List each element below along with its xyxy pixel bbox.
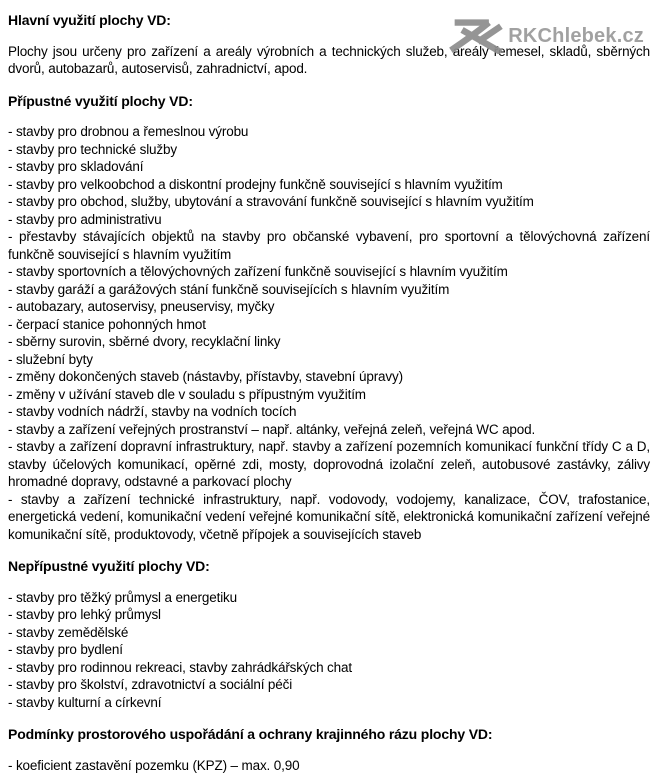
list-item: - služební byty xyxy=(8,351,93,367)
section-heading: Přípustné využití plochy VD: xyxy=(8,92,193,109)
rk-monogram-icon xyxy=(447,17,503,54)
list-item: - stavby a zařízení technické infrastruktury, např. vodovody, vodojemy, kanalizace, ČOV, trafostanice, energetická vedení, komunikační vedení veřejné komunikační sítě, elektronická komunikační zařízení veřejné komunikační sítě, produktovody, včetně přípojek a souvisejících staveb xyxy=(8,491,650,542)
list-item: - stavby pro lehký průmysl xyxy=(8,607,161,622)
section-heading: Podmínky prostorového uspořádání a ochrany krajinného rázu plochy VD: xyxy=(8,726,493,742)
list-item: - koeficient zastavění pozemku (KPZ) – max. 0,90 xyxy=(8,757,300,773)
list-item: - stavby pro rodinnou rekreaci, stavby zahrádkářských chat xyxy=(8,659,352,675)
list-item: - čerpací stanice pohonných hmot xyxy=(8,316,206,332)
section-heading: Nepřípustné využití plochy VD: xyxy=(8,558,210,574)
list-item: - stavby pro drobnou a řemeslnou výrobu xyxy=(8,124,249,139)
watermark-domain-label: RKChlebek.cz xyxy=(508,24,644,47)
rkchlebek-watermark xyxy=(447,17,644,54)
list-item: - stavby pro bydlení xyxy=(8,642,123,657)
list-item: - změny v užívání staveb dle v souladu s přípustným využitím xyxy=(8,386,366,402)
list-item: - změny dokončených staveb (nástavby, přístavby, stavební úpravy) xyxy=(8,369,403,384)
document-section xyxy=(8,93,650,544)
list-item: - stavby pro obchod, služby, ubytování a stravování funkčně související s hlavním využitím xyxy=(8,194,534,209)
document-section xyxy=(8,726,650,774)
section-paragraph: Plochy jsou určeny pro zařízení a areály výrobních a technických služeb, areály řemesel, skladů, sběrných dvorů, autobazarů, autoservisů, zahradnictví, apod. xyxy=(8,43,650,76)
list-item: - stavby kulturní a církevní xyxy=(8,694,162,710)
list-item: - stavby vodních nádrží, stavby na vodních tocích xyxy=(8,404,297,419)
list-item: - stavby pro administrativu xyxy=(8,211,162,227)
list-item: - autobazary, autoservisy, pneuservisy, myčky xyxy=(8,299,275,314)
list-item: - stavby a zařízení dopravní infrastruktury, např. stavby a zařízení pozemních komunikací funkční třídy C a D, stavby účelových komunikací, opěrné zdi, mosty, doprovodná izolační zeleň, autobusové zastávky, zálivy hromadné dopravy, odstavné a parkovací plochy xyxy=(8,439,650,489)
list-item: - sběrny surovin, sběrné dvory, recyklační linky xyxy=(8,334,281,349)
list-item: - stavby zemědělské xyxy=(8,624,129,640)
document-section xyxy=(8,558,650,711)
section-heading: Hlavní využití plochy VD: xyxy=(8,12,171,28)
list-item: - stavby sportovních a tělovýchovných zařízení funkčně související s hlavním využitím xyxy=(8,264,508,279)
list-item: - přestavby stávajících objektů na stavby pro občanské vybavení, pro sportovní a tělovýchovná zařízení funkčně související s hlavním využitím xyxy=(8,229,650,262)
list-item: - stavby pro velkoobchod a diskontní prodejny funkčně související s hlavním využitím xyxy=(8,176,503,192)
list-item: - stavby pro školství, zdravotnictví a sociální péči xyxy=(8,677,293,692)
list-item: - stavby garáží a garážových stání funkčně souvisejících s hlavním využitím xyxy=(8,281,450,297)
list-item: - stavby a zařízení veřejných prostranství – např. altánky, veřejná zeleň, veřejná WC apod. xyxy=(8,421,536,437)
list-item: - stavby pro technické služby xyxy=(8,141,177,157)
list-item: - stavby pro těžký průmysl a energetiku xyxy=(8,589,237,605)
list-item: - stavby pro skladování xyxy=(8,159,144,174)
